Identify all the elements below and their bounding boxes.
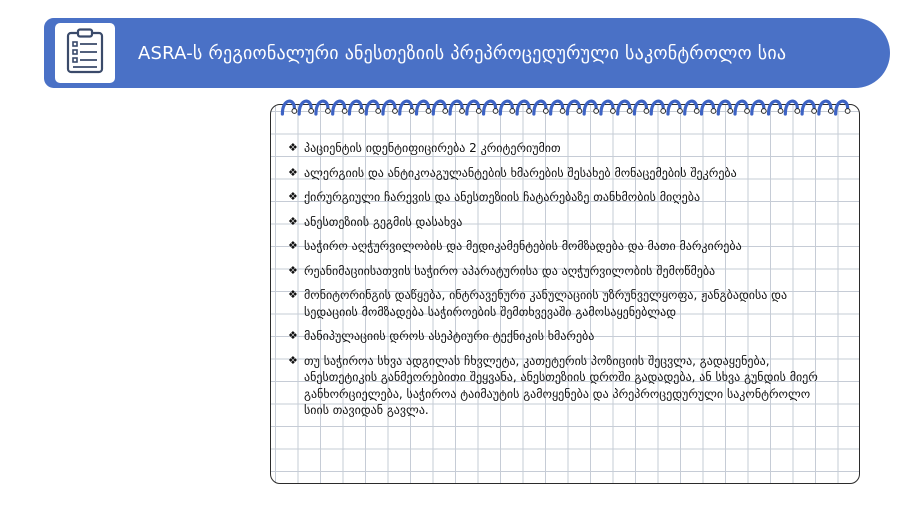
spiral-hole <box>510 109 515 114</box>
spiral-hole <box>543 109 548 114</box>
diamond-bullet-icon: ❖ <box>288 263 298 277</box>
diamond-bullet-icon: ❖ <box>288 190 298 203</box>
diamond-bullet-icon: ❖ <box>288 353 298 367</box>
spiral-hole <box>745 109 750 114</box>
spiral-hole <box>426 109 431 114</box>
diamond-bullet-icon: ❖ <box>288 214 298 228</box>
spiral-hole <box>711 109 716 114</box>
checklist-item-text: პაციენტის იდენტიფიცირება 2 კრიტერიუმით <box>304 141 561 155</box>
checklist-item-text: რეანიმაციისათვის საჭირო აპარატურისა და აღჭურვილობის შემოწმება <box>304 263 716 278</box>
checklist-item <box>288 328 828 345</box>
checklist-item-text: ანესთეზიის გეგმის დასახვა <box>304 214 463 229</box>
checklist-item-text: თუ საჭიროა სხვა ადგილას ჩხვლეტა, კათეტერის პოზიციის შეცვლა, გადაყენება, ანესთეტიკის განმეორებითი შეყვანა, ანესთეზიის დროში გადადება, ან სხვა გუნდის მიერ განხორციელება, საჭიროა ტაიმაუტის გამოყენება და პრეპროცედურული საკონტროლო სიის თავიდან გავლა. <box>304 353 818 417</box>
page-title: ASRA-ს რეგიონალური ანესთეზიის პრეპროცედურული საკონტროლო სია <box>138 42 787 64</box>
checklist-item-text: ქირურგიული ჩარევის და ანესთეზიის ჩატარებაზე თანხმობის მიღება <box>304 190 701 204</box>
clipboard-checklist-icon <box>65 28 105 78</box>
spiral-hole <box>443 109 448 114</box>
spiral-hole <box>460 109 465 114</box>
checklist-item-text: საჭირო აღჭურვილობის და მედიკამენტების მომზადება და მათი მარკირება <box>304 239 742 253</box>
spiral-hole <box>493 109 498 114</box>
spiral-hole <box>644 109 649 114</box>
checklist-item <box>288 287 828 320</box>
spiral-hole <box>678 109 683 114</box>
spiral-hole <box>694 109 699 114</box>
spiral-hole <box>828 109 833 114</box>
spiral-hole <box>728 109 733 114</box>
checklist-item-text: მანიპულაციის დროს ასეპტიური ტექნიკის ხმარება <box>304 329 595 343</box>
spiral-hole <box>627 109 632 114</box>
checklist-item <box>288 263 828 280</box>
spiral-hole <box>376 109 381 114</box>
checklist-item <box>288 140 828 157</box>
spiral-hole <box>845 109 850 114</box>
spiral-hole <box>812 109 817 114</box>
spiral-hole <box>560 109 565 114</box>
diamond-bullet-icon: ❖ <box>288 239 298 252</box>
diamond-bullet-icon: ❖ <box>288 141 298 154</box>
spiral-hole <box>661 109 666 114</box>
checklist-item-text: ალერგიის და ანტიკოაგულანტების ხმარების შესახებ მონაცემების შეკრება <box>304 165 737 180</box>
spiral-hole <box>292 109 297 114</box>
spiral-hole <box>476 109 481 114</box>
spiral-hole <box>611 109 616 114</box>
checklist-item <box>288 165 828 182</box>
spiral-hole <box>409 109 414 114</box>
spiral-binding <box>270 94 860 120</box>
diamond-bullet-icon: ❖ <box>288 288 298 301</box>
spiral-hole <box>761 109 766 114</box>
spiral-hole <box>359 109 364 114</box>
checklist-item <box>288 189 828 206</box>
checklist <box>288 140 828 427</box>
spiral-hole <box>594 109 599 114</box>
diamond-bullet-icon: ❖ <box>288 329 298 342</box>
checklist-item <box>288 353 828 419</box>
spiral-hole <box>309 109 314 114</box>
spiral-hole <box>393 109 398 114</box>
spiral-hole <box>342 109 347 114</box>
checklist-item-text: მონიტორინგის დაწყება, ინტრავენური კანულაციის უზრუნველყოფა, ჟანგბადისა და სედაციის მომზადება საჭიროების შემთხვევაში გამოსაყენებლად <box>304 288 788 319</box>
header-icon-box <box>52 20 118 86</box>
spiral-hole <box>326 109 331 114</box>
spiral-hole <box>527 109 532 114</box>
spiral-hole <box>795 109 800 114</box>
checklist-item <box>288 214 828 231</box>
spiral-hole <box>577 109 582 114</box>
diamond-bullet-icon: ❖ <box>288 165 298 179</box>
spiral-hole <box>778 109 783 114</box>
checklist-item <box>288 238 828 255</box>
